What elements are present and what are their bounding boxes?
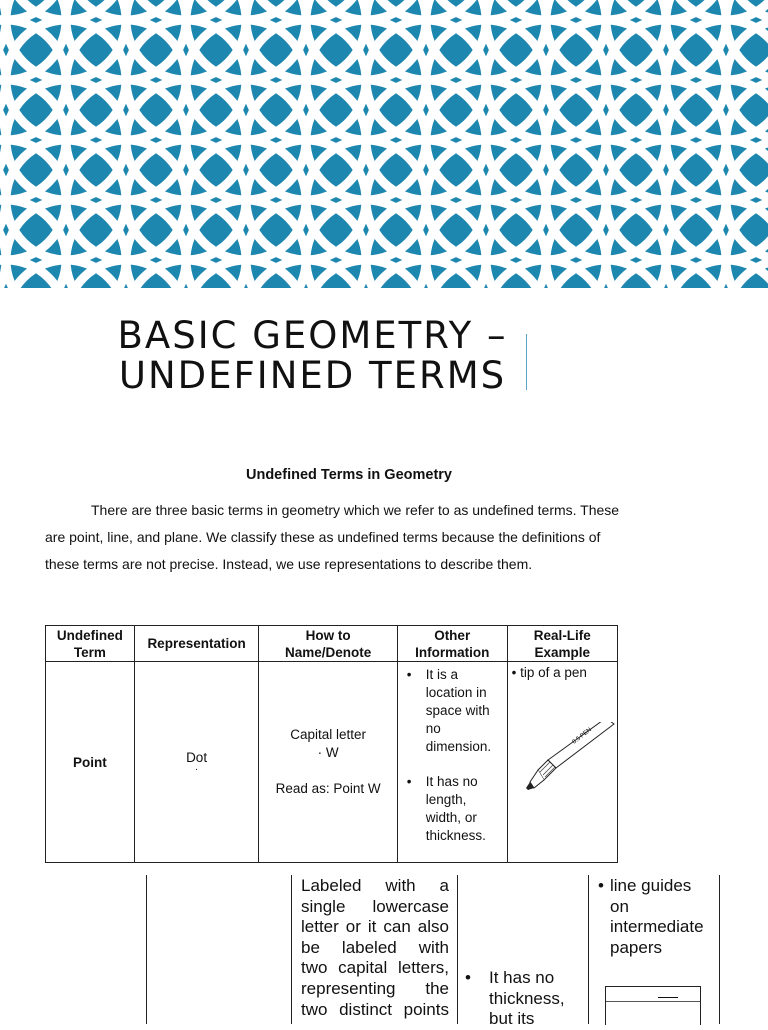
paper-mark bbox=[658, 997, 678, 998]
table2-name-line: single lowercase bbox=[301, 896, 449, 916]
info-text: It has no bbox=[425, 774, 478, 789]
table2-border bbox=[146, 875, 147, 1024]
table2-example-line: line guides bbox=[610, 876, 692, 895]
info-text: It is a bbox=[425, 667, 459, 682]
info-item: • It is a location in space with no dimension. bbox=[406, 667, 492, 754]
slide-title-line2: UNDEFINED TERMS bbox=[118, 354, 507, 397]
table2-info-line: It has no bbox=[489, 968, 555, 987]
pen-illustration bbox=[526, 722, 616, 802]
info-text: width, or bbox=[425, 810, 477, 825]
table2-name-line: be labeled with bbox=[301, 937, 449, 957]
representation-dot: · bbox=[194, 763, 199, 775]
name-line1: Capital letter bbox=[290, 727, 366, 742]
title-accent-rule bbox=[526, 334, 527, 390]
document-heading: Undefined Terms in Geometry bbox=[246, 467, 452, 483]
paper-line bbox=[606, 1001, 700, 1002]
slide-title-line1: BASIC GEOMETRY – bbox=[117, 314, 508, 357]
header-example bbox=[507, 626, 617, 662]
table2-name-cell bbox=[301, 876, 449, 1020]
cell-info bbox=[397, 662, 507, 863]
table2-example-line: on bbox=[610, 896, 629, 916]
table2-info-cell bbox=[465, 968, 577, 1030]
slide-title bbox=[100, 316, 525, 396]
header-example-line2: Example bbox=[534, 644, 591, 660]
table2-info-line: but its bbox=[489, 1009, 535, 1029]
info-item: • It has no length, width, or thickness. bbox=[406, 774, 486, 843]
name-line2: · W bbox=[317, 745, 339, 760]
info-text: space with bbox=[425, 703, 490, 718]
header-name bbox=[259, 626, 397, 662]
header-term-line1: Undefined bbox=[56, 627, 123, 643]
table2-example-line: papers bbox=[610, 937, 662, 957]
table2-name-line: letter or it can also bbox=[301, 917, 449, 937]
representation-text: Dot bbox=[186, 749, 208, 765]
info-text: dimension. bbox=[425, 739, 492, 754]
table2-name-line: representing the bbox=[301, 978, 449, 998]
undefined-terms-table bbox=[45, 625, 618, 863]
cell-representation bbox=[134, 662, 259, 863]
table2-example-cell bbox=[598, 876, 718, 958]
name-read-as: Read as: Point W bbox=[275, 781, 381, 796]
table2-example-bullet: • bbox=[598, 876, 604, 895]
header-term bbox=[46, 626, 135, 662]
info-list bbox=[398, 666, 507, 845]
table2-example-line: intermediate bbox=[610, 917, 704, 937]
table2-name-line: Labeled with a bbox=[301, 876, 449, 895]
table2-border bbox=[291, 875, 292, 1024]
interlocking-circles-pattern bbox=[0, 0, 768, 288]
header-name-line2: Name/Denote bbox=[284, 644, 372, 660]
table2-info-bullet: • bbox=[465, 968, 471, 987]
table2-info-line: thickness, bbox=[489, 988, 565, 1008]
info-text: length, bbox=[425, 792, 467, 807]
header-representation: Representation bbox=[134, 626, 259, 662]
table2-name-line: two capital letters, bbox=[301, 958, 449, 978]
cell-example bbox=[507, 662, 617, 863]
document-paragraph: There are three basic terms in geometry which we refer to as undefined terms. These are point, line, and plane. We classify these as undefined terms because the definitions of these terms are not precise. Instead, we use representations to describe them. bbox=[45, 502, 620, 572]
lined-paper-illustration bbox=[605, 986, 701, 1025]
table2-name-line: two distinct points bbox=[301, 999, 449, 1019]
table-header-row bbox=[46, 626, 618, 662]
header-info-line2: Information bbox=[415, 644, 490, 660]
pen-label: 0.5 PEN bbox=[571, 727, 593, 746]
header-name-line1: How to bbox=[305, 627, 351, 643]
cell-term: Point bbox=[46, 662, 135, 863]
table2-border bbox=[457, 875, 458, 1024]
cell-name bbox=[259, 662, 397, 863]
info-text: location in bbox=[425, 685, 487, 700]
info-text: no bbox=[425, 721, 441, 736]
info-text: thickness. bbox=[425, 828, 486, 843]
example-text: • tip of a pen bbox=[511, 665, 587, 680]
header-pattern-banner bbox=[0, 0, 768, 288]
header-term-line2: Term bbox=[73, 644, 106, 660]
table2-border bbox=[588, 875, 589, 1024]
table2-border bbox=[719, 875, 720, 1024]
table-row bbox=[46, 662, 618, 863]
header-example-line1: Real-Life bbox=[533, 627, 591, 643]
header-info-line1: Other bbox=[434, 627, 471, 643]
header-info bbox=[397, 626, 507, 662]
